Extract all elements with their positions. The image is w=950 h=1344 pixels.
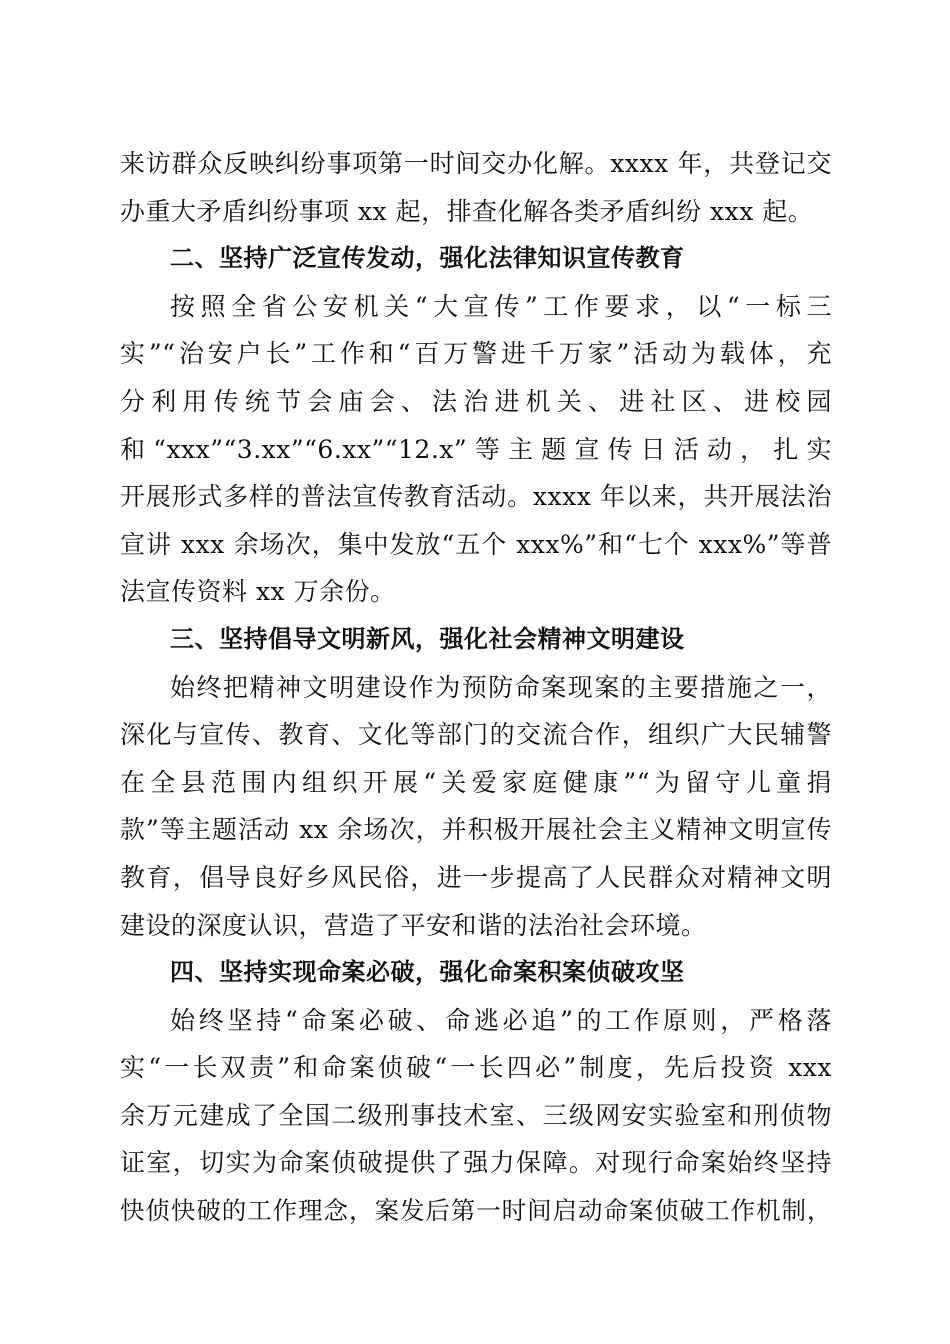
section-4	[120, 949, 832, 1235]
text-line: 实“一长双责”和命案侦破“一长四必”制度，先后投资 xxx	[120, 1053, 832, 1083]
text-line: 教育，倡导良好乡风民俗，进一步提高了人民群众对精神文明	[120, 862, 832, 892]
text-line: 快侦快破的工作理念，案发后第一时间启动命案侦破工作机制，	[120, 1196, 832, 1226]
section-2	[120, 235, 832, 616]
text-line: 法宣传资料 xx 万余份。	[120, 577, 396, 607]
section-heading: 四、坚持实现命案必破，强化命案积案侦破攻坚	[170, 958, 685, 987]
text-line: 余万元建成了全国二级刑事技术室、三级网安实验室和刑侦物	[120, 1100, 832, 1130]
text-line: 深化与宣传、教育、文化等部门的交流合作，组织广大民辅警	[120, 720, 832, 750]
text-line: 来访群众反映纠纷事项第一时间交办化解。xxxx 年，共登记交	[120, 149, 832, 178]
section-heading: 二、坚持广泛宣传发动，强化法律知识宣传教育	[170, 244, 685, 273]
text-line: 始终坚持“命案必破、命逃必追”的工作原则，严格落	[170, 1005, 832, 1035]
text-line: 和“xxx”“3.xx”“6.xx”“12.x”等主题宣传日活动，扎实	[120, 434, 832, 464]
section-3	[120, 616, 832, 949]
section-heading: 三、坚持倡导文明新风，强化社会精神文明建设	[170, 624, 685, 653]
text-line: 在全县范围内组织开展“关爱家庭健康”“为留守儿童捐	[120, 767, 832, 797]
text-line: 证室，切实为命案侦破提供了强力保障。对现行命案始终坚持	[120, 1148, 832, 1178]
text-line: 分利用传统节会庙会、法治进机关、进社区、进校园	[120, 386, 832, 416]
text-line: 实”“治安户长”工作和“百万警进千万家”活动为载体，充	[120, 339, 832, 369]
paragraph-continued	[120, 140, 832, 235]
text-line: 开展形式多样的普法宣传教育活动。xxxx 年以来，共开展法治	[120, 482, 832, 512]
text-line: 始终把精神文明建设作为预防命案现案的主要措施之一，	[170, 672, 832, 702]
text-line: 办重大矛盾纠纷事项 xx 起，排查化解各类矛盾纠纷 xxx 起。	[120, 196, 814, 226]
text-line: 宣讲 xxx 余场次，集中发放“五个 xxx%”和“七个 xxx%”等普	[120, 529, 832, 559]
text-line: 建设的深度认识，营造了平安和谐的法治社会环境。	[120, 910, 707, 940]
document-body	[120, 140, 832, 1235]
text-line: 款”等主题活动 xx 余场次，并积极开展社会主义精神文明宣传	[120, 815, 832, 845]
text-line: 按照全省公安机关“大宣传”工作要求，以“一标三	[170, 291, 832, 321]
